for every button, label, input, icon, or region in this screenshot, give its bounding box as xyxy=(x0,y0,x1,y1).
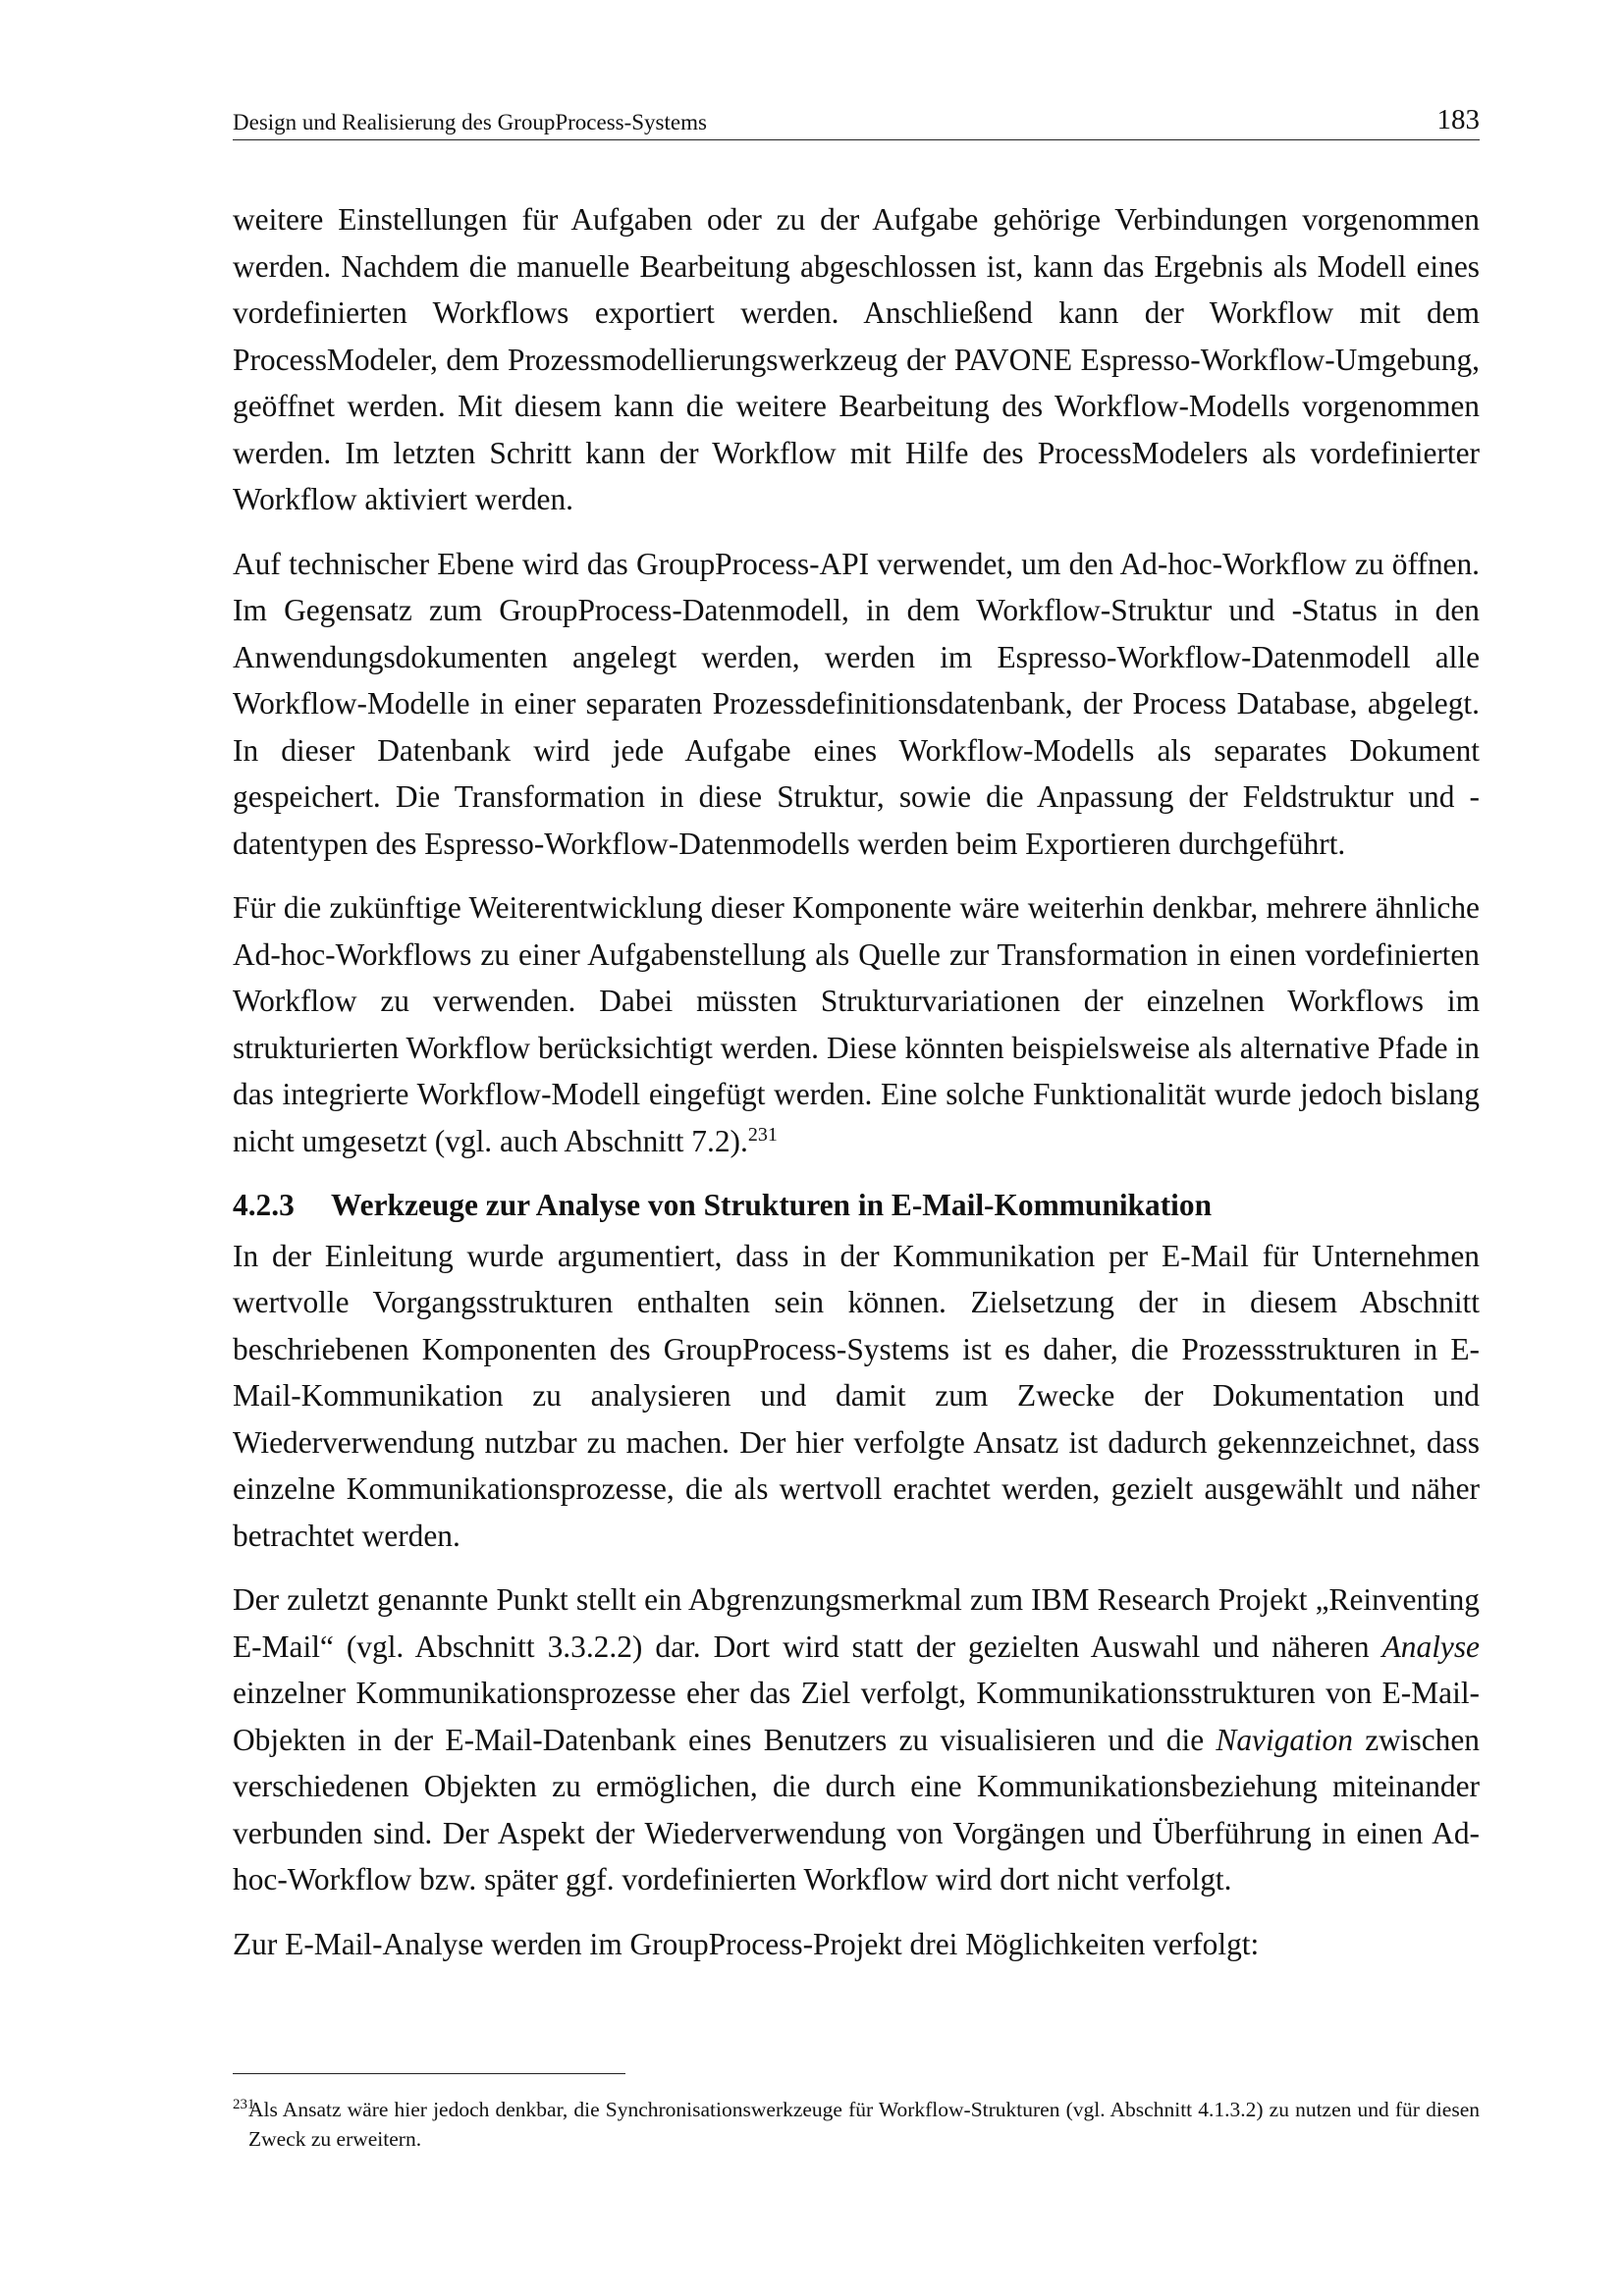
paragraph-2: Auf technischer Ebene wird das GroupProcess-API verwendet, um den Ad-hoc-Workflow zu öffnen. Im Gegensatz zum GroupProcess-Datenmodell, in dem Workflow-Struktur und -Status in den Anwendungsdokumenten angelegt werden, werden im Espresso-Workflow-Datenmodell alle Workflow-Modelle in einer separaten Prozessdefinitionsdatenbank, der Process Database, abgelegt. In dieser Datenbank wird jede Aufgabe eines Workflow-Modells als separates Dokument gespeichert. Die Transformation in diese Struktur, sowie die Anpassung der Feldstruktur und -datentypen des Espresso-Workflow-Datenmodells werden beim Exportieren durchgeführt. xyxy=(233,546,1480,861)
document-page xyxy=(233,0,1480,2296)
running-header xyxy=(233,100,1480,140)
footnote-text: Als Ansatz wäre hier jedoch denkbar, die Synchronisationswerkzeuge für Workflow-Strukturen (vgl. Abschnitt 4.1.3.2) zu nutzen und für diesen Zweck zu erweitern. xyxy=(248,2098,1480,2151)
paragraph-5-part-b: einzelner Kommunikationsprozesse eher das Ziel verfolgt, Kommunikationsstrukturen von E-Mail-Objekten in der E-Mail-Datenbank eines Benutzers zu visualisieren und die xyxy=(233,1676,1480,1757)
emphasis-navigation: Navigation xyxy=(1216,1722,1353,1757)
section-number: 4.2.3 xyxy=(233,1188,295,1222)
footnote xyxy=(233,2095,1480,2154)
footnote-divider xyxy=(233,2073,625,2074)
paragraph-1: weitere Einstellungen für Aufgaben oder zu der Aufgabe gehörige Verbindungen vorgenommen werden. Nachdem die manuelle Bearbeitung abgeschlossen ist, kann das Ergebnis als Modell eines vordefinierten Workflows exportiert werden. Anschließend kann der Workflow mit dem ProcessModeler, dem Prozessmodellierungswerkzeug der PAVONE Espresso-Workflow-Umgebung, geöffnet werden. Mit diesem kann die weitere Bearbeitung des Workflow-Modells vorgenommen werden. Im letzten Schritt kann der Workflow mit Hilfe des ProcessModelers als vordefinierter Workflow aktiviert werden. xyxy=(233,202,1480,516)
footnote-number: 231 xyxy=(233,2097,255,2112)
paragraph-5-part-a: Der zuletzt genannte Punkt stellt ein Abgrenzungsmerkmal zum IBM Research Projekt „Reinventing E-Mail“ (vgl. Abschnitt 3.3.2.2) dar. Dort wird statt der gezielten Auswahl und näheren xyxy=(233,1582,1480,1664)
page-number: 183 xyxy=(1436,104,1480,135)
emphasis-analyse: Analyse xyxy=(1381,1629,1480,1664)
section-title: Werkzeuge zur Analyse von Strukturen in E-Mail-Kommunikation xyxy=(331,1188,1213,1222)
footnote-reference[interactable]: 231 xyxy=(747,1123,778,1146)
header-title: Design und Realisierung des GroupProcess-Systems xyxy=(233,110,707,134)
paragraph-5-part-c: zwischen verschiedenen Objekten zu ermöglichen, die durch eine Kommunikationsbeziehung miteinander verbunden sind. Der Aspekt der Wiederverwendung von Vorgängen und Überführung in einen Ad-hoc-Workflow bzw. später ggf. vordefinierten Workflow wird dort nicht verfolgt. xyxy=(233,1722,1480,1896)
paragraph-3-text: Für die zukünftige Weiterentwicklung dieser Komponente wäre weiterhin denkbar, mehrere ähnliche Ad-hoc-Workflows zu einer Aufgabenstellung als Quelle zur Transformation in einen vordefinierten Workflow zu verwenden. Dabei müssten Strukturvariationen der einzelnen Workflows im strukturierten Workflow berücksichtigt werden. Diese könnten beispielsweise als alternative Pfade in das integrierte Workflow-Modell eingefügt werden. Eine solche Funktionalität wurde jedoch bislang nicht umgesetzt (vgl. auch Abschnitt 7.2). xyxy=(233,890,1480,1158)
paragraph-3 xyxy=(233,884,1480,1164)
paragraph-5 xyxy=(233,1576,1480,1903)
paragraph-4: In der Einleitung wurde argumentiert, dass in der Kommunikation per E-Mail für Unternehmen wertvolle Vorgangsstrukturen enthalten sein können. Zielsetzung der in diesem Abschnitt beschriebenen Komponenten des GroupProcess-Systems ist es daher, die Prozessstrukturen in E-Mail-Kommunikation zu analysieren und damit zum Zwecke der Dokumentation und Wiederverwendung nutzbar zu machen. Der hier verfolgte Ansatz ist dadurch gekennzeichnet, dass einzelne Kommunikationsprozesse, die als wertvoll erachtet werden, gezielt ausgewählt und näher betrachtet werden. xyxy=(233,1238,1480,1553)
paragraph-6: Zur E-Mail-Analyse werden im GroupProcess-Projekt drei Möglichkeiten verfolgt: xyxy=(233,1926,1260,1961)
body-text xyxy=(233,196,1480,1967)
section-heading xyxy=(233,1182,1480,1229)
